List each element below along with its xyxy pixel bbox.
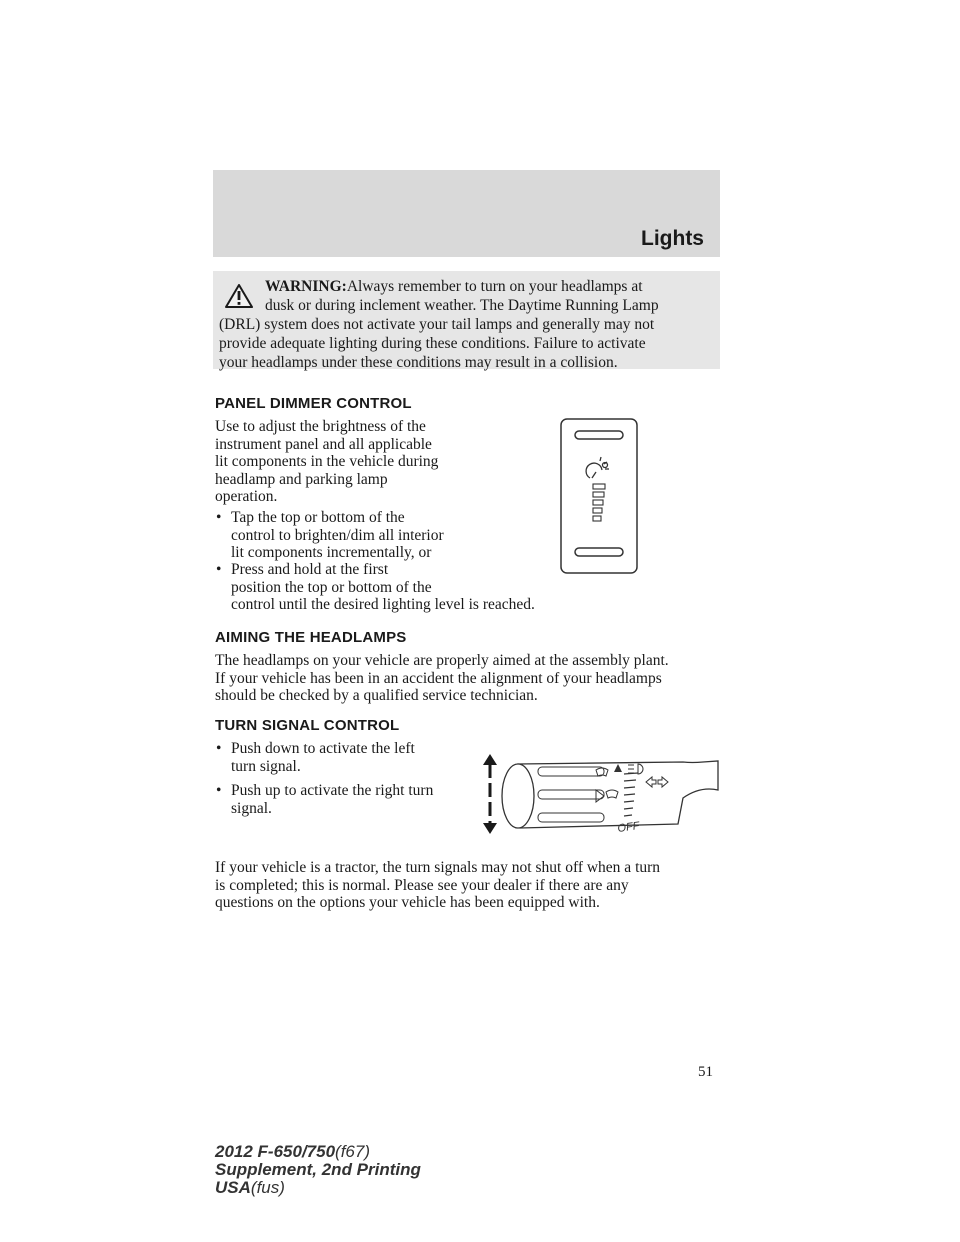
closing-line: is completed; this is normal. Please see your dealer if there are any (215, 876, 629, 894)
warning-label: WARNING: (265, 278, 347, 295)
bullet-line: control until the desired lighting level is reached. (231, 596, 535, 613)
turn-signal-bullet-right (215, 782, 475, 820)
warning-line-2: dusk or during inclement weather. The Daytime Running Lamp (265, 297, 659, 314)
warning-line-1: Always remember to turn on your headlamps at (346, 278, 643, 295)
aiming-line: should be checked by a qualified service technician. (215, 687, 538, 704)
panel-dimmer-intro (215, 418, 438, 506)
bullet-line: control to brighten/dim all interior (231, 526, 444, 544)
footer-model-code: (f67) (335, 1142, 371, 1161)
footer-model: 2012 F-650/750 (215, 1142, 336, 1161)
warning-box (213, 271, 720, 369)
bullet-dot: • (216, 740, 222, 757)
bullet-line: Push up to activate the right turn (231, 782, 434, 799)
footer-region: USA (215, 1178, 251, 1197)
bullet-text (231, 782, 433, 817)
turn-signal-stalk-illustration (478, 752, 720, 836)
turn-signal-heading: TURN SIGNAL CONTROL (215, 717, 400, 734)
warning-line-4: provide adequate lighting during these conditions. Failure to activate (219, 335, 646, 352)
panel-dimmer-illustration (560, 418, 638, 574)
intro-line: instrument panel and all applicable (215, 435, 432, 453)
intro-line: operation. (215, 488, 278, 505)
bullet-line: turn signal. (231, 757, 301, 775)
closing-line: If your vehicle is a tractor, the turn signals may not shut off when a turn (215, 859, 661, 876)
panel-dimmer-bullet-press (215, 561, 715, 617)
aiming-text (215, 652, 669, 705)
warning-line-5: your headlamps under these conditions may result in a collision. (219, 354, 618, 371)
chapter-header (213, 170, 720, 257)
stalk-off-label: OFF (616, 820, 641, 835)
chapter-title: Lights (641, 227, 704, 250)
footer (215, 1143, 421, 1197)
bullet-text (231, 740, 415, 775)
panel-dimmer-bullet-tap (215, 509, 715, 565)
bullet-line: lit components incrementally, or (231, 544, 432, 561)
turn-signal-bullet-left (215, 740, 475, 778)
intro-line: lit components in the vehicle during (215, 453, 439, 470)
panel-dimmer-heading: PANEL DIMMER CONTROL (215, 395, 412, 412)
turn-signal-closing (215, 859, 660, 912)
aiming-line: If your vehicle has been in an accident the alignment of your headlamps (215, 669, 662, 687)
intro-line: headlamp and parking lamp (215, 470, 388, 488)
closing-line: questions on the options your vehicle has been equipped with. (215, 894, 600, 911)
aiming-line: The headlamps on your vehicle are properly aimed at the assembly plant. (215, 652, 669, 669)
aiming-heading: AIMING THE HEADLAMPS (215, 629, 407, 646)
bullet-dot: • (216, 561, 222, 578)
intro-line: Use to adjust the brightness of the (215, 418, 426, 435)
up-down-arrow-icon (483, 754, 497, 834)
bullet-text (231, 509, 444, 562)
page-number: 51 (698, 1064, 713, 1080)
bullet-text (231, 561, 535, 614)
bullet-line: position the top or bottom of the (231, 578, 432, 596)
bullet-dot: • (216, 509, 222, 526)
warning-text (219, 277, 715, 372)
bullet-line: signal. (231, 799, 272, 817)
bullet-line: Push down to activate the left (231, 740, 415, 757)
bullet-line: Press and hold at the first (231, 561, 389, 578)
bullet-line: Tap the top or bottom of the (231, 509, 405, 526)
footer-region-code: (fus) (250, 1178, 285, 1197)
footer-supplement: Supplement, 2nd Printing (215, 1160, 421, 1179)
warning-line-3: (DRL) system does not activate your tail lamps and generally may not (219, 316, 655, 333)
bullet-dot: • (216, 782, 222, 799)
